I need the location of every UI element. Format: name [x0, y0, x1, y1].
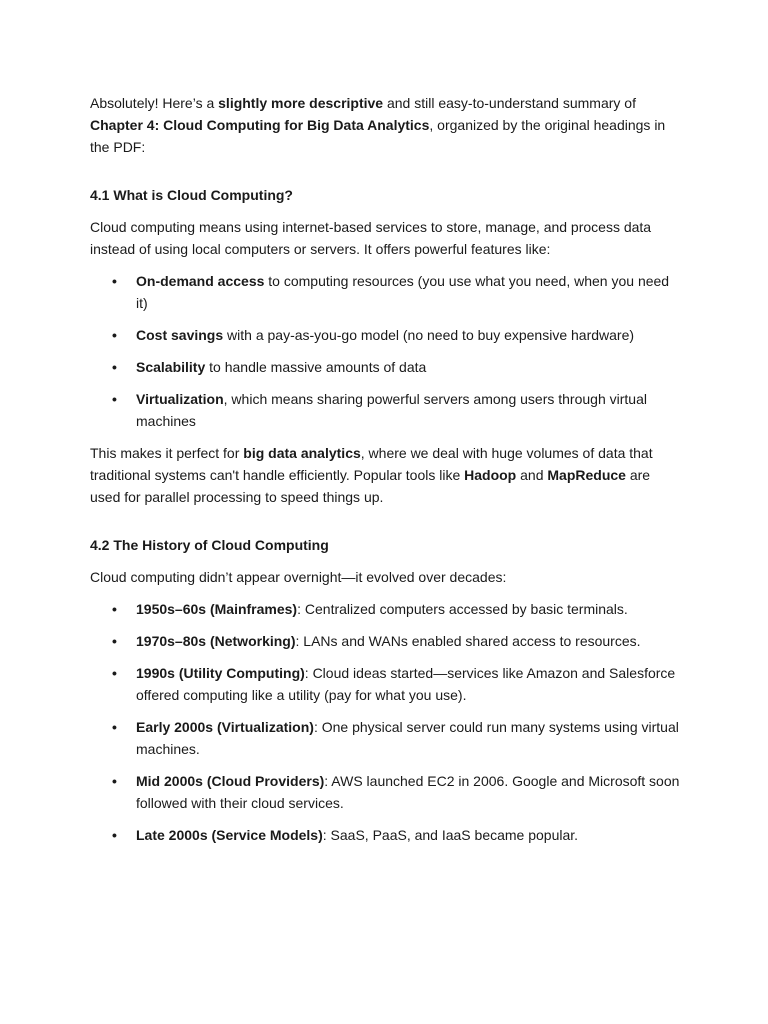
bullet-icon: •: [112, 773, 117, 789]
document-body: [90, 92, 680, 856]
section-heading-4-1: 4.1 What is Cloud Computing?: [90, 187, 293, 203]
list-item: [90, 270, 680, 314]
list-item-term: Virtualization: [136, 391, 224, 407]
list-item-term: Scalability: [136, 359, 206, 375]
list-item-text: : Centralized computers accessed by basic terminals.: [297, 601, 628, 617]
list-item-text: : Cloud ideas started—services like Amazon and Salesforce offered computing like a utility (pay for what you use).: [136, 665, 676, 703]
closing-emphasis: MapReduce: [547, 467, 626, 483]
list-item-text: to computing resources (you use what you need, when you need it): [136, 273, 670, 311]
bullet-icon: •: [112, 827, 117, 843]
closing-text: This makes it perfect for: [90, 445, 244, 461]
bullet-icon: •: [112, 273, 117, 289]
bullet-icon: •: [112, 391, 117, 407]
intro-emphasis: slightly more descriptive: [218, 95, 384, 111]
list-item-text: : One physical server could run many systems using virtual machines.: [136, 719, 679, 757]
intro-text: and still easy-to-understand summary of: [383, 95, 636, 111]
list-item-term: 1950s–60s (Mainframes): [136, 601, 298, 617]
closing-paragraph: [90, 442, 680, 508]
bullet-icon: •: [112, 665, 117, 681]
list-item-term: 1970s–80s (Networking): [136, 633, 296, 649]
bullet-icon: •: [112, 719, 117, 735]
closing-text: and: [516, 467, 548, 483]
list-item-text: : LANs and WANs enabled shared access to resources.: [295, 633, 641, 649]
section-paragraph: Cloud computing means using internet-based services to store, manage, and process data instead of using local computers or servers. It offers powerful features like:: [90, 219, 652, 257]
list-item: [90, 598, 680, 620]
list-item-term: Early 2000s (Virtualization): [136, 719, 314, 735]
bullet-icon: •: [112, 601, 117, 617]
list-item: [90, 770, 680, 814]
intro-paragraph: [90, 92, 680, 158]
list-item-term: On-demand access: [136, 273, 265, 289]
list-item: [90, 630, 680, 652]
closing-text: are used for parallel processing to speed things up.: [90, 467, 651, 505]
section-paragraph: Cloud computing didn’t appear overnight—it evolved over decades:: [90, 569, 507, 585]
list-item: [90, 324, 680, 346]
list-item-term: 1990s (Utility Computing): [136, 665, 305, 681]
list-item: [90, 662, 680, 706]
history-list: [90, 598, 680, 846]
feature-list: [90, 270, 680, 432]
list-item-text: : SaaS, PaaS, and IaaS became popular.: [322, 827, 579, 843]
list-item: [90, 388, 680, 432]
list-item: [90, 356, 680, 378]
closing-emphasis: big data analytics: [243, 445, 361, 461]
list-item-text: , which means sharing powerful servers among users through virtual machines: [136, 391, 647, 429]
list-item-term: Mid 2000s (Cloud Providers): [136, 773, 325, 789]
list-item-text: : AWS launched EC2 in 2006. Google and Microsoft soon followed with their cloud services.: [136, 773, 680, 811]
list-item-term: Late 2000s (Service Models): [136, 827, 323, 843]
closing-text: , where we deal with huge volumes of data that traditional systems can't handle efficiently. Popular tools like: [90, 445, 653, 483]
list-item-text: to handle massive amounts of data: [205, 359, 427, 375]
chapter-title: Chapter 4: Cloud Computing for Big Data Analytics: [90, 117, 430, 133]
list-item: [90, 824, 680, 846]
list-item-term: Cost savings: [136, 327, 224, 343]
list-item: [90, 716, 680, 760]
section-heading-4-2: 4.2 The History of Cloud Computing: [90, 537, 329, 553]
bullet-icon: •: [112, 633, 117, 649]
list-item-text: with a pay-as-you-go model (no need to buy expensive hardware): [223, 327, 635, 343]
bullet-icon: •: [112, 327, 117, 343]
bullet-icon: •: [112, 359, 117, 375]
intro-text: , organized by the original headings in the PDF:: [90, 117, 666, 155]
intro-text: Absolutely! Here’s a: [90, 95, 219, 111]
closing-emphasis: Hadoop: [464, 467, 517, 483]
